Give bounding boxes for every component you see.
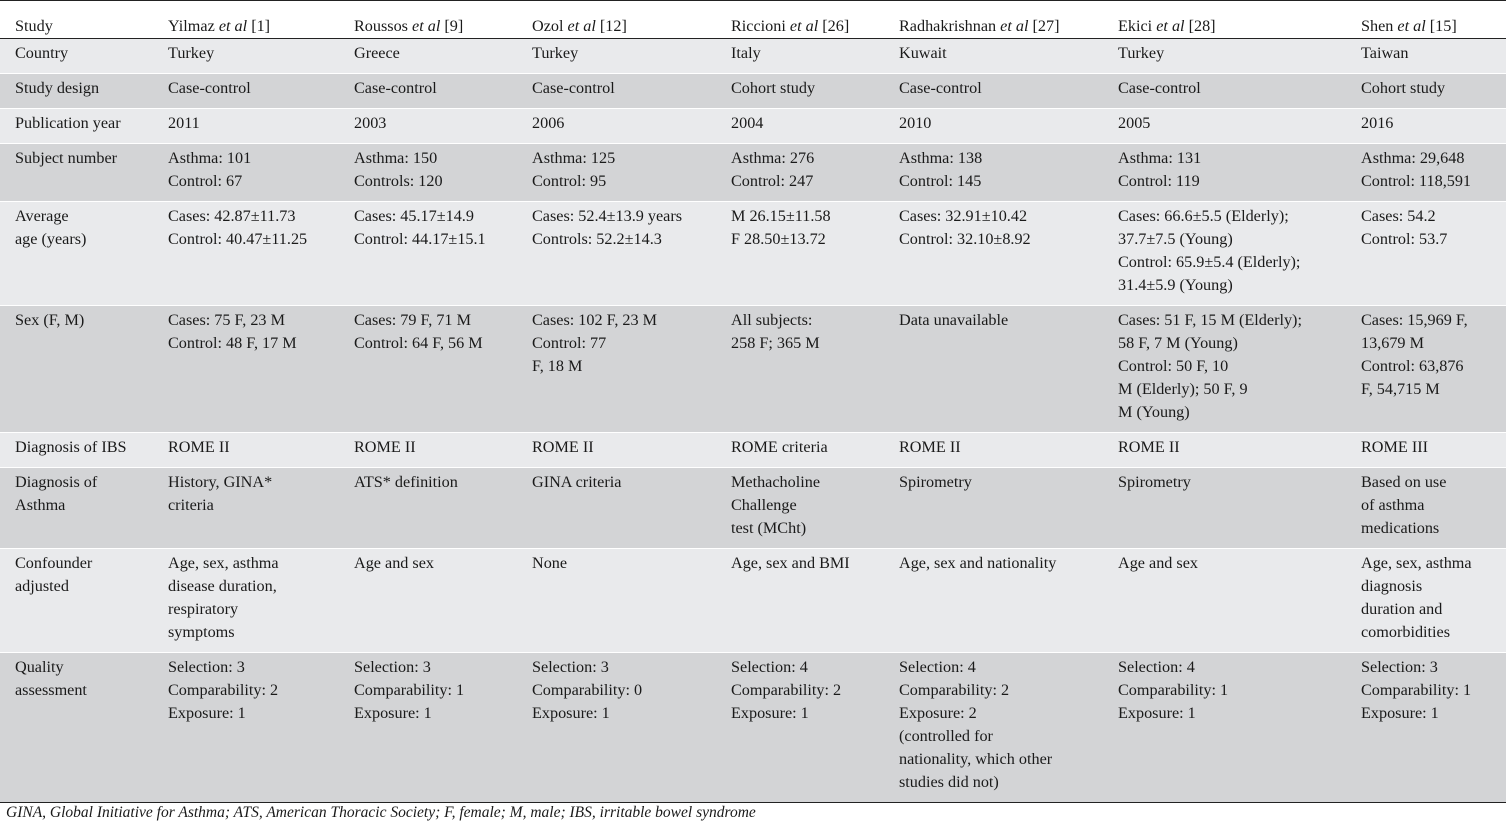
table-cell: Cohort study [1361,79,1446,97]
author-name: Radhakrishnan [899,17,1001,35]
row-label: Sex (F, M) [15,311,85,329]
table-cell: Selection: 3 Comparability: 0 Exposure: 1 [532,658,643,722]
row-label: Diagnosis of Asthma [15,473,98,514]
reference-number: [27] [1028,17,1060,35]
table-footnote: GINA, Global Initiative for Asthma; ATS, American Thoracic Society; F, female; M, male; IBS, irritable bowel syndrome [6,804,756,821]
table-cell: Cases: 51 F, 15 M (Elderly); 58 F, 7 M (Young) Control: 50 F, 10 M (Elderly); 50 F, 9 M (Young) [1118,311,1302,421]
table-cell: Taiwan [1361,44,1409,62]
table-cell: Age and sex [1118,554,1199,572]
table-cell: Asthma: 138 Control: 145 [899,149,983,190]
table-cell: Turkey [532,44,579,62]
table-body [0,39,1506,803]
column-header-study-3 [517,1,716,39]
table-header [0,1,1506,39]
reference-number: [1] [247,17,271,35]
row-label: Confounder adjusted [15,554,93,595]
author-name: Yilmaz [168,17,219,35]
row-label: Quality assessment [15,658,87,699]
column-header-study [0,1,153,39]
table-cell: ATS* definition [354,473,458,491]
table-row [0,39,1506,74]
table-cell: 2005 [1118,114,1151,132]
table-cell: Asthma: 101 Control: 67 [168,149,252,190]
reference-number: [26] [818,17,850,35]
table-row [0,109,1506,144]
row-label: Study design [15,79,100,97]
table-row [0,202,1506,306]
column-header-study-4 [716,1,884,39]
table-cell: Asthma: 150 Controls: 120 [354,149,443,190]
table-cell: All subjects: 258 F; 365 M [731,311,820,352]
table-cell: 2004 [731,114,764,132]
row-label: Publication year [15,114,121,132]
table-cell: Selection: 3 Comparability: 2 Exposure: 1 [168,658,279,722]
table-cell: Age, sex, asthma disease duration, respiratory symptoms [168,554,279,641]
et-al: et al [567,17,596,35]
table-cell: Spirometry [1118,473,1191,491]
table-cell: GINA criteria [532,473,622,491]
table-cell: Case-control [532,79,615,97]
reference-number: [15] [1425,17,1457,35]
author-name: Study [15,17,53,35]
table-cell: Spirometry [899,473,972,491]
table-cell: ROME criteria [731,438,828,456]
table-cell: ROME II [899,438,961,456]
table-cell: ROME II [354,438,416,456]
table-row [0,549,1506,653]
table-row [0,306,1506,433]
author-name: Ekici [1118,17,1157,35]
table-cell: Greece [354,44,400,62]
table-cell: ROME II [532,438,594,456]
table-cell: Kuwait [899,44,947,62]
column-header-study-2 [339,1,517,39]
column-header-study-5 [884,1,1103,39]
table-cell: 2011 [168,114,200,132]
table-cell: Case-control [354,79,437,97]
et-al: et al [789,17,819,35]
table-cell: Data unavailable [899,311,1009,329]
table-cell: Cases: 54.2 Control: 53.7 [1361,207,1448,248]
table-cell: Cases: 42.87±11.73 Control: 40.47±11.25 [168,207,308,248]
et-al: et al [412,17,441,35]
row-label: Average age (years) [15,207,87,248]
table-cell: Asthma: 276 Control: 247 [731,149,815,190]
table-row [0,144,1506,202]
et-al: et al [1000,17,1029,35]
table-cell: None [532,554,568,572]
table-row [0,468,1506,549]
table-cell: Cases: 15,969 F, 13,679 M Control: 63,876 F, 54,715 M [1361,311,1468,398]
table-cell: ROME III [1361,438,1428,456]
table-cell: Age, sex, asthma diagnosis duration and comorbidities [1361,554,1472,641]
header-row [0,1,1506,39]
table-cell: M 26.15±11.58 F 28.50±13.72 [731,207,831,248]
table-cell: Asthma: 29,648 Control: 118,591 [1361,149,1472,190]
reference-number: [9] [440,17,464,35]
author-name: Ozol [532,17,568,35]
et-al: et al [218,17,248,35]
table-cell: Case-control [168,79,251,97]
table-cell: Cases: 102 F, 23 M Control: 77 F, 18 M [532,311,658,375]
table-cell: Turkey [1118,44,1165,62]
et-al: et al [1397,17,1426,35]
table-cell: Selection: 3 Comparability: 1 Exposure: 1 [354,658,465,722]
table-cell: 2003 [354,114,387,132]
table-row [0,653,1506,803]
table-cell: Age, sex and BMI [731,554,850,572]
table-cell: Selection: 4 Comparability: 1 Exposure: 1 [1118,658,1229,722]
table-cell: Selection: 4 Comparability: 2 Exposure: 1 [731,658,842,722]
author-name: Roussos [354,17,413,35]
column-header-study-6 [1103,1,1346,39]
table-cell: Selection: 4 Comparability: 2 Exposure: 2 (controlled for nationality, which other studies did not) [899,658,1053,791]
table-cell: 2016 [1361,114,1394,132]
table-cell: 2006 [532,114,565,132]
table-cell: Cases: 75 F, 23 M Control: 48 F, 17 M [168,311,297,352]
et-al: et al [1156,17,1185,35]
row-label: Diagnosis of IBS [15,438,127,456]
table-cell: ROME II [1118,438,1180,456]
reference-number: [12] [595,17,627,35]
table-cell: Cases: 45.17±14.9 Control: 44.17±15.1 [354,207,486,248]
table-cell: Cases: 52.4±13.9 years Controls: 52.2±14.3 [532,207,683,248]
table-cell: ROME II [168,438,230,456]
table-cell: Cases: 66.6±5.5 (Elderly); 37.7±7.5 (Young) Control: 65.9±5.4 (Elderly); 31.4±5.9 (Young) [1118,207,1301,294]
table-cell: Cases: 32.91±10.42 Control: 32.10±8.92 [899,207,1031,248]
table-cell: Methacholine Challenge test (MCht) [731,473,820,537]
table-cell: Case-control [899,79,982,97]
table-cell: Cohort study [731,79,816,97]
column-header-study-1 [153,1,339,39]
table-cell: Asthma: 125 Control: 95 [532,149,616,190]
row-label: Country [15,44,69,62]
author-name: Riccioni [731,17,790,35]
table-cell: History, GINA* criteria [168,473,273,514]
table-cell: Age and sex [354,554,435,572]
table-cell: Asthma: 131 Control: 119 [1118,149,1202,190]
table-cell: Cases: 79 F, 71 M Control: 64 F, 56 M [354,311,483,352]
reference-number: [28] [1184,17,1216,35]
table-cell: Age, sex and nationality [899,554,1057,572]
table-row [0,433,1506,468]
author-name: Shen [1361,17,1398,35]
table-cell: Selection: 3 Comparability: 1 Exposure: 1 [1361,658,1472,722]
table-cell: 2010 [899,114,932,132]
table-cell: Case-control [1118,79,1201,97]
table-row [0,74,1506,109]
column-header-study-7 [1346,1,1506,39]
row-label: Subject number [15,149,118,167]
table-cell: Based on use of asthma medications [1361,473,1447,537]
table-cell: Turkey [168,44,215,62]
table-cell: Italy [731,44,761,62]
